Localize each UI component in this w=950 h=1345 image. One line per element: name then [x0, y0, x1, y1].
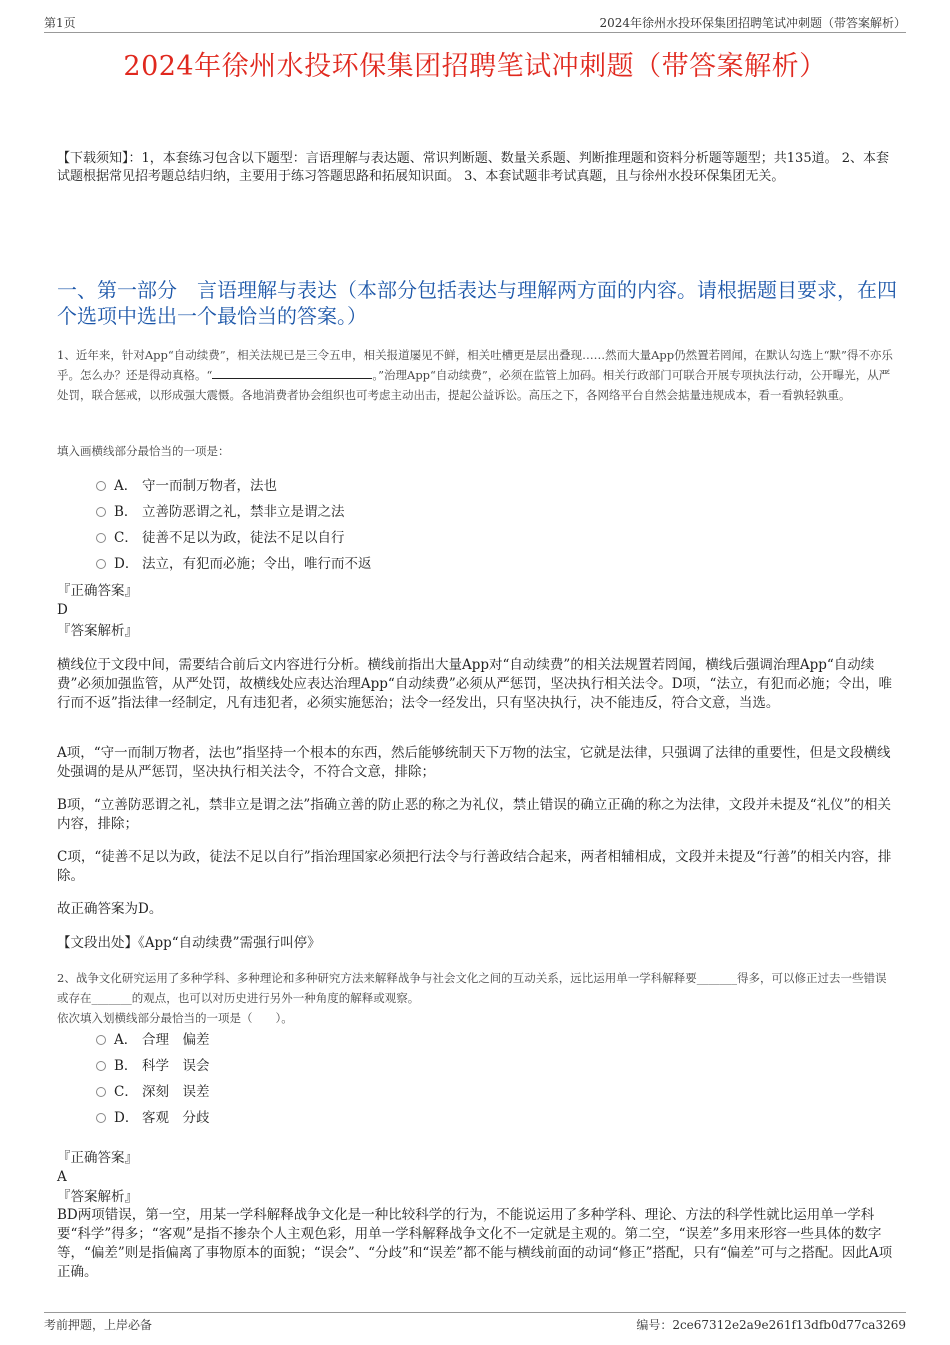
question-1-stem-part-b: 。”治理App“自动续费”，必须在监管上加码。相关行政部门可联合开展专项执法行动，公开曝光，从严处罚，联合惩戒，以形成强大震慑。各地消费者协会组织也可考虑主动出击，提起公益诉讼。高压之下，各网络平台自然会掂量违规成本，看一看孰轻孰重。	[57, 368, 891, 402]
fill-blank-line	[212, 366, 372, 379]
question-2-options	[96, 1027, 210, 1131]
footer-id: 编号：2ce67312e2a9e261f13dfb0d77ca3269	[636, 1318, 906, 1332]
source-citation: 【文段出处】《App“自动续费”需强行叫停》	[57, 935, 321, 951]
question-1-options	[96, 473, 372, 577]
analysis-paragraph: B项，“立善防恶谓之礼，禁非立是谓之法”指确立善的防止恶的称之为礼仪，禁止错误的确立正确的称之为法律，文段并未提及“礼仪”的相关内容，排除；	[57, 797, 892, 832]
analysis-label: 『答案解析』	[57, 1189, 138, 1205]
answer-value: D	[57, 602, 68, 618]
answer-label: 『正确答案』	[57, 1150, 138, 1166]
section-heading: 一、第一部分 言语理解与表达（本部分包括表达与理解两方面的内容。请根据题目要求，在四个选项中选出一个最恰当的答案。）	[57, 278, 897, 328]
radio-icon[interactable]	[96, 1035, 106, 1045]
download-notice: 【下载须知】：1，本套练习包含以下题型：言语理解与表达题、常识判断题、数量关系题、判断推理题和资料分析题等题型；共135道。 2、本套试题根据常见招考题总结归纳，主要用于练习答题思路和拓展知识面。 3、本套试题非考试真题，且与徐州水投环保集团无关。	[57, 151, 889, 184]
analysis-paragraph: BD两项错误，第一空，用某一学科解释战争文化是一种比较科学的行为，不能说运用了多种学科、理论、方法的科学性就比运用单一学科要“科学”得多；“客观”是指不掺杂个人主观色彩，用单一学科解释战争文化不一定就是主观的。第二空，“误差”多用来形容一些具体的数字等，“偏差”则是指偏离了事物原本的面貌；“误会”、“分歧”和“误差”都不能与横线前面的动词“修正”搭配，只有“偏差”可与之搭配。因此A项正确。	[57, 1207, 893, 1280]
analysis-paragraph: C项，“徒善不足以为政，徒法不足以自行”指治理国家必须把行法令与行善政结合起来，两者相辅相成，文段并未提及“行善”的相关内容，排除。	[57, 849, 892, 884]
analysis-label: 『答案解析』	[57, 623, 138, 639]
question-1-stem-part-a: 1、近年来，针对App“自动续费”，相关法规已是三令五申，相关报道屡见不鲜，相关吐槽更是层出叠现……然而大量App仍然置若罔闻，在默认勾选上“默”得不亦乐乎。怎么办？还是得动真格。“	[57, 348, 893, 382]
question-1-prompt: 填入画横线部分最恰当的一项是：	[57, 444, 230, 458]
option-b[interactable]: B． 科学 误会	[96, 1053, 210, 1079]
radio-icon[interactable]	[96, 507, 106, 517]
radio-icon[interactable]	[96, 1061, 106, 1071]
page-header	[44, 14, 906, 33]
radio-icon[interactable]	[96, 559, 106, 569]
answer-label: 『正确答案』	[57, 583, 138, 599]
question-1-stem	[57, 345, 897, 405]
page-footer	[44, 1312, 906, 1335]
question-2-stem: 2、战争文化研究运用了多种学科、多种理论和多种研究方法来解释战争与社会文化之间的互动关系，远比运用单一学科解释要_______得多，可以修正过去一些错误或存在_______的观点，也可以对历史进行另外一种角度的解释或观察。	[57, 971, 887, 1005]
radio-icon[interactable]	[96, 1087, 106, 1097]
analysis-paragraph: 横线位于文段中间，需要结合前后文内容进行分析。横线前指出大量App对“自动续费”的相关法规置若罔闻，横线后强调治理App“自动续费”必须加强监管，从严处罚，故横线处应表达治理App“自动续费”必须从严惩罚，坚决执行相关法令。D项，“法立，有犯而必施；令出，唯行而不返”指法律一经制定，凡有违犯者，必须实施惩治；法令一经发出，只有坚决执行，决不能违反，符合文意，当选。	[57, 657, 892, 711]
footer-slogan: 考前押题，上岸必备	[44, 1318, 153, 1332]
header-doc-title: 2024年徐州水投环保集团招聘笔试冲刺题（带答案解析）	[599, 16, 906, 30]
analysis-paragraph: A项，“守一而制万物者，法也”指坚持一个根本的东西，然后能够统制天下万物的法宝，它就是法律，只强调了法律的重要性，但是文段横线处强调的是从严惩罚，坚决执行相关法令，不符合文意，排除；	[57, 745, 891, 780]
option-b[interactable]: B． 立善防恶谓之礼，禁非立是谓之法	[96, 499, 372, 525]
option-a[interactable]: A． 守一而制万物者，法也	[96, 473, 372, 499]
option-c[interactable]: C． 深刻 误差	[96, 1079, 210, 1105]
option-d[interactable]: D． 客观 分歧	[96, 1105, 210, 1131]
option-d[interactable]: D． 法立，有犯而必施；令出，唯行而不返	[96, 551, 372, 577]
analysis-conclusion: 故正确答案为D。	[57, 901, 163, 917]
radio-icon[interactable]	[96, 533, 106, 543]
page-number: 第1页	[44, 16, 76, 30]
option-c[interactable]: C． 徒善不足以为政，徒法不足以自行	[96, 525, 372, 551]
radio-icon[interactable]	[96, 1113, 106, 1123]
option-a[interactable]: A． 合理 偏差	[96, 1027, 210, 1053]
radio-icon[interactable]	[96, 481, 106, 491]
question-2-prompt: 依次填入划横线部分最恰当的一项是（ ）。	[57, 1011, 293, 1025]
answer-value: A	[57, 1169, 67, 1185]
document-title: 2024年徐州水投环保集团招聘笔试冲刺题（带答案解析）	[123, 51, 827, 82]
